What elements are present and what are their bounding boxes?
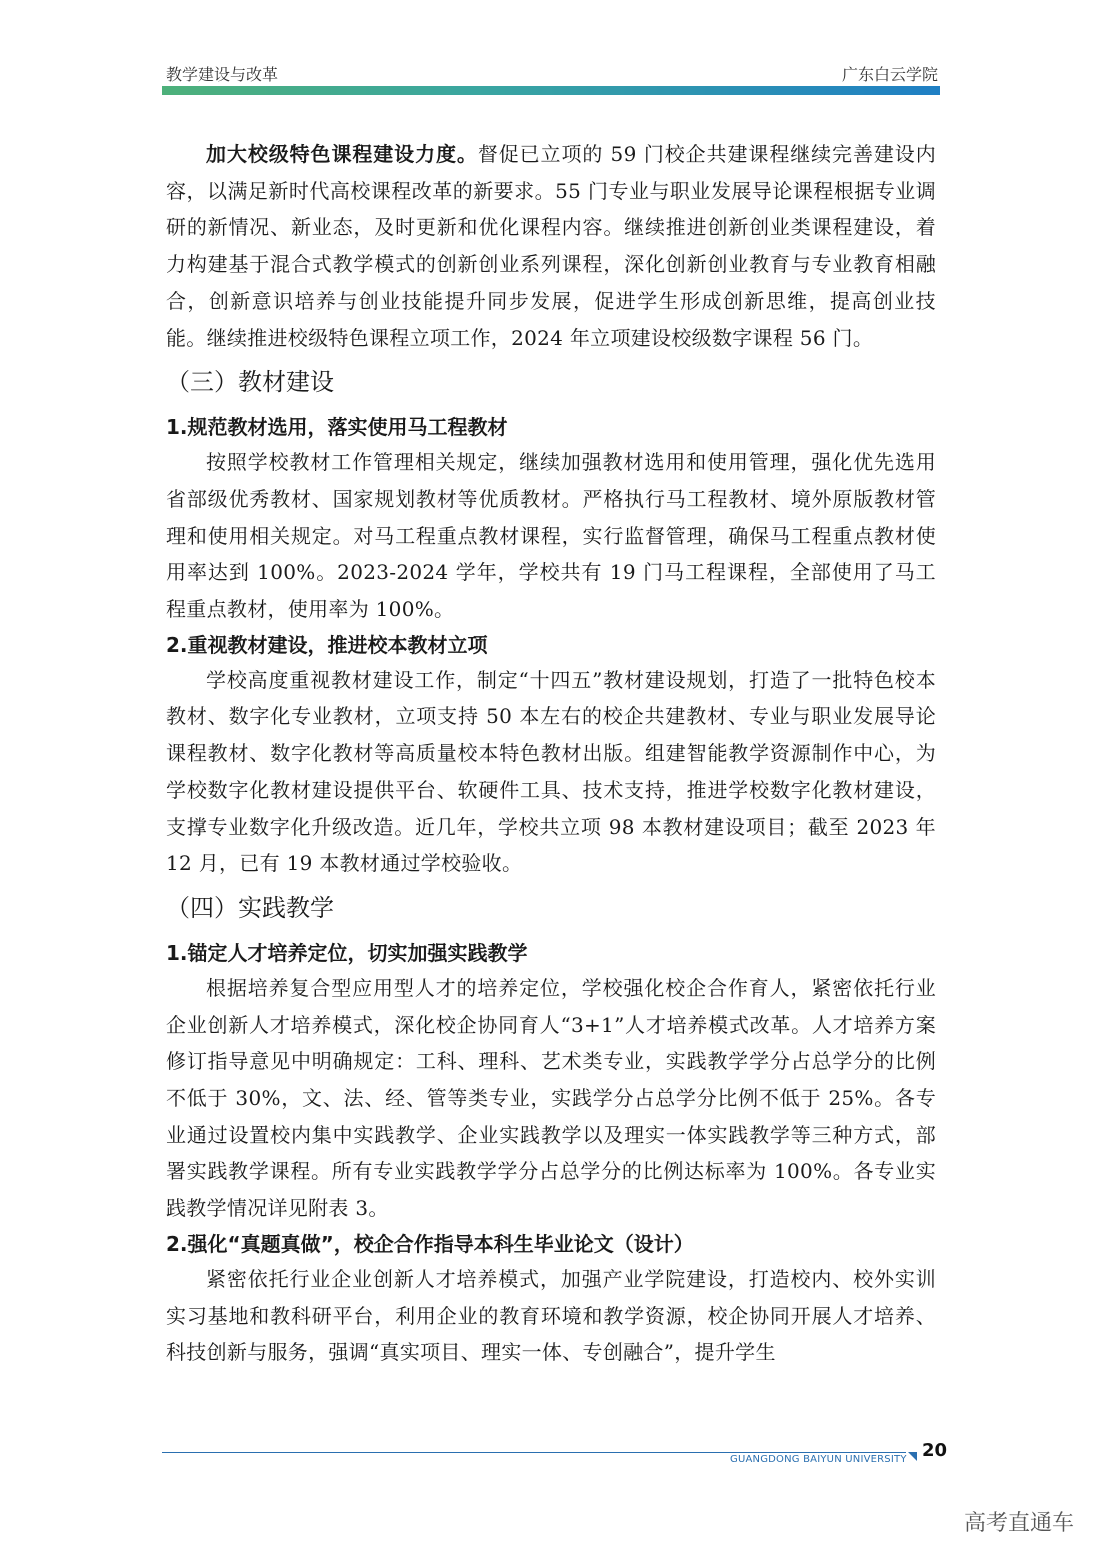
paragraph-thesis-guidance: 紧密依托行业企业创新人才培养模式，加强产业学院建设，打造校内、校外实训实习基地和教科研平台，利用企业的教育环境和教学资源，校企协同开展人才培养、科技创新与服务，强调“真实项目、理实一体、专创融合”，提升学生	[166, 1266, 936, 1365]
paragraph-lead: 加大校级特色课程建设力度。	[206, 142, 478, 166]
page-body	[166, 136, 936, 1371]
subheading-textbook-selection: 1.规范教材选用，落实使用马工程教材	[166, 415, 508, 440]
subheading-textbook-building: 2.重视教材建设，推进校本教材立项	[166, 632, 488, 657]
paragraph-practice-positioning: 根据培养复合型应用型人才的培养定位，学校强化校企合作育人，紧密依托行业企业创新人才培养模式，深化校企协同育人“3+1”人才培养模式改革。人才培养方案修订指导意见中明确规定：工科、理科、艺术类专业，实践教学学分占总学分的比例不低于 30%，文、法、经、管等类专业，实践学分占总学分比例不低于 25%。各专业通过设置校内集中实践教学、企业实践教学以及理实一体实践教学等三种方式，部署实践教学课程。所有专业实践教学学分占总学分的比例达标率为 100%。各专业实践教学情况详见附表 3。	[166, 975, 936, 1221]
footer-rule	[162, 1452, 906, 1453]
footer-university-name: GUANGDONG BAIYUN UNIVERSITY	[730, 1454, 907, 1465]
watermark-text: 高考直通车	[963, 1511, 1074, 1536]
paragraph-textbook-building: 学校高度重视教材建设工作，制定“十四五”教材建设规划，打造了一批特色校本教材、数字化专业教材，立项支持 50 本左右的校企共建教材、专业与职业发展导论课程教材、数字化教材等高质量校本特色教材出版。组建智能教学资源制作中心，为学校数字化教材建设提供平台、软硬件工具、技术支持，推进学校数字化教材建设，支撑专业数字化升级改造。近几年，学校共立项 98 本教材建设项目；截至 2023 年 12 月，已有 19 本教材通过学校验收。	[166, 667, 936, 876]
subheading-thesis-guidance: 2.强化“真题真做”，校企合作指导本科生毕业论文（设计）	[166, 1231, 694, 1256]
header-gradient-bar	[162, 86, 940, 95]
section-title-textbooks: （三）教材建设	[166, 368, 334, 397]
running-header-institution: 广东白云学院	[841, 65, 938, 84]
running-header-section: 教学建设与改革	[166, 65, 279, 84]
paragraph-text: 督促已立项的 59 门校企共建课程继续完善建设内容，以满足新时代高校课程改革的新要求。55 门专业与职业发展导论课程根据专业调研的新情况、新业态，及时更新和优化课程内容。继续推进创新创业类课程建设，着力构建基于混合式教学模式的创新创业系列课程，深化创新创业教育与专业教育相融合，创新意识培养与创业技能提升同步发展，促进学生形成创新思维，提高创业技能。继续推进校级特色课程立项工作，2024 年立项建设校级数字课程 56 门。	[166, 142, 936, 350]
page-number: 20	[922, 1440, 948, 1461]
section-title-practice: （四）实践教学	[166, 893, 334, 922]
footer-triangle-icon	[908, 1452, 917, 1461]
subheading-practice-positioning: 1.锚定人才培养定位，切实加强实践教学	[166, 940, 528, 965]
paragraph-textbook-selection: 按照学校教材工作管理相关规定，继续加强教材选用和使用管理，强化优先选用省部级优秀教材、国家规划教材等优质教材。严格执行马工程教材、境外原版教材管理和使用相关规定。对马工程重点教材课程，实行监督管理，确保马工程重点教材使用率达到 100%。2023-2024 学年，学校共有 19 门马工程课程，全部使用了马工程重点教材，使用率为 100%。	[166, 450, 936, 622]
paragraph-course-building	[166, 136, 936, 356]
